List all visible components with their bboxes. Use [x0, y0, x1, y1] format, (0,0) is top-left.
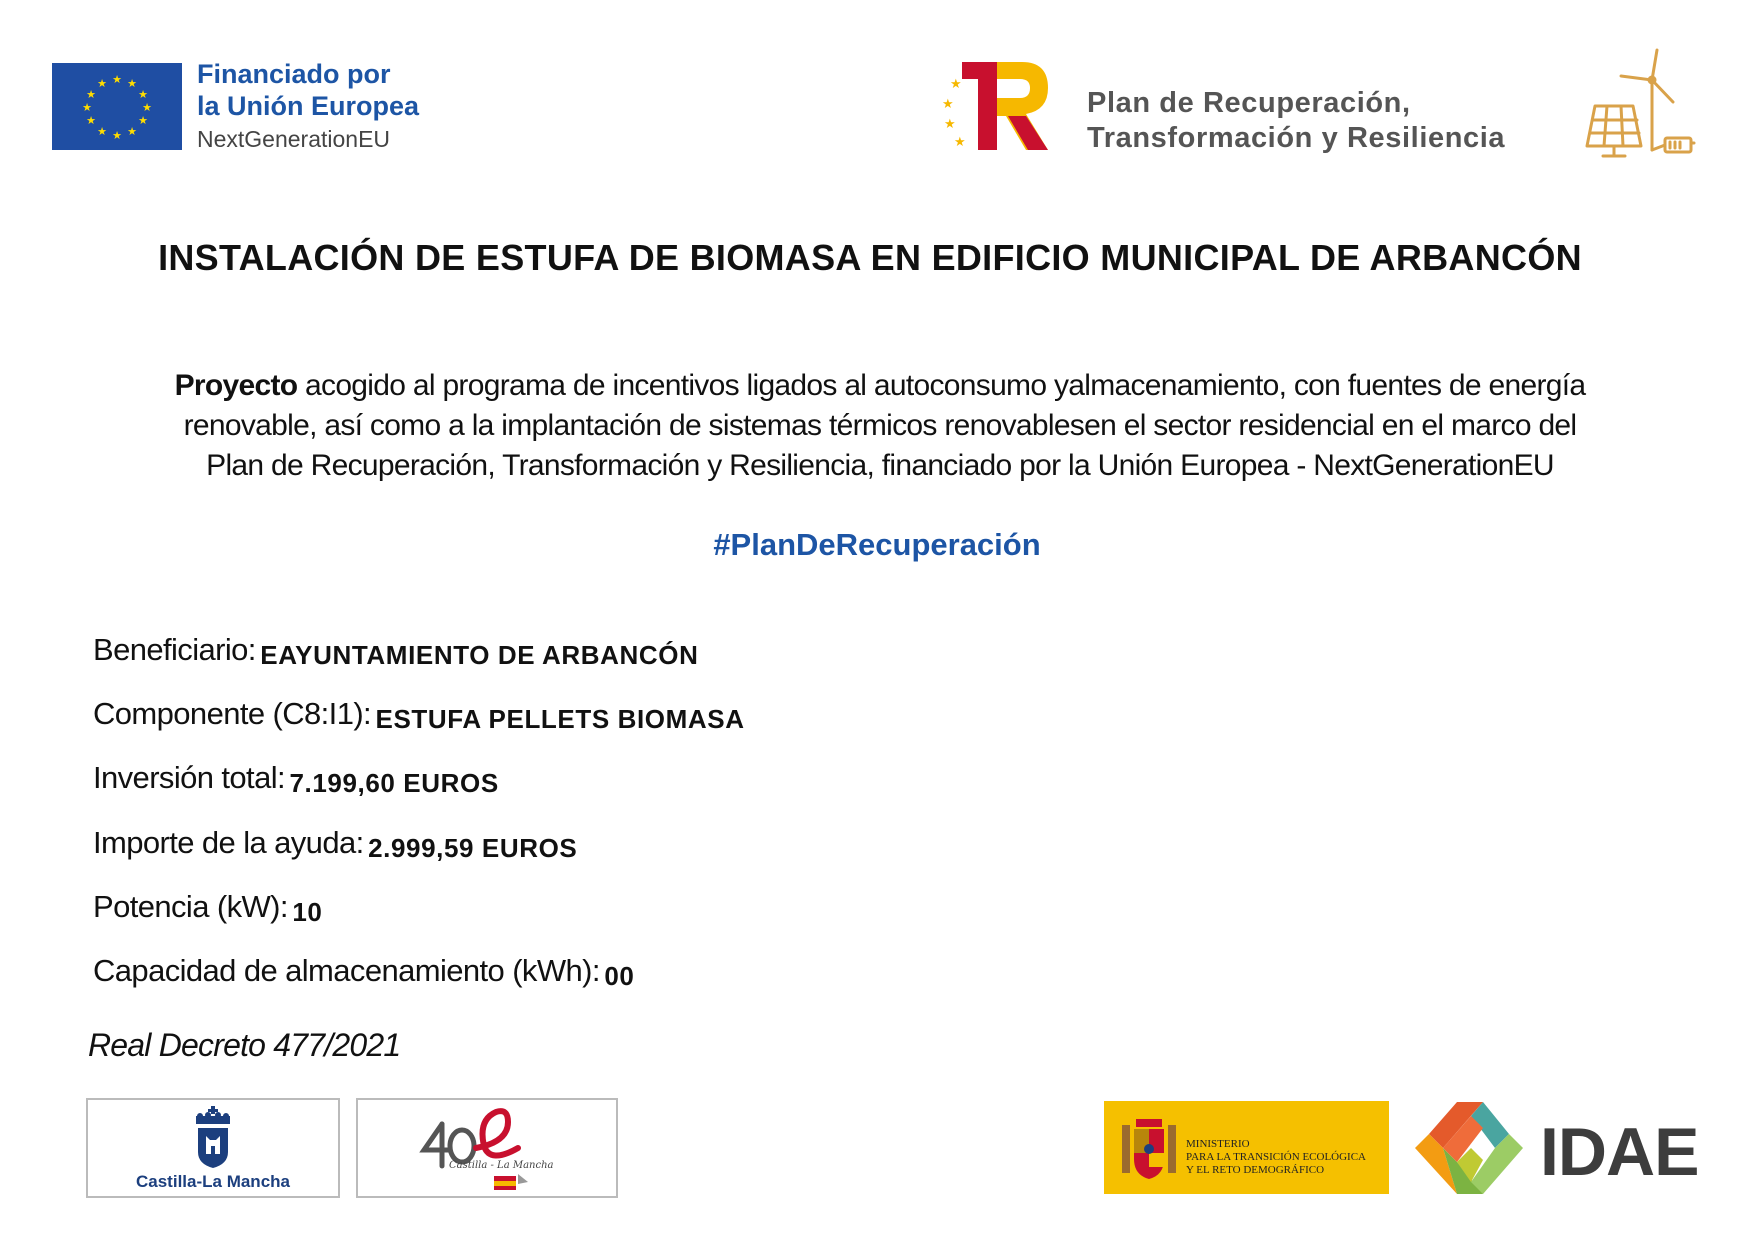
svg-text:★: ★ — [138, 114, 148, 127]
decree-reference: Real Decreto 477/2021 — [88, 1027, 401, 1063]
eu-flag-icon — [52, 63, 182, 150]
svg-text:★: ★ — [86, 88, 96, 101]
field-value: 2.999,59 EUROS — [368, 833, 578, 863]
wind-solar-energy-icon — [1585, 46, 1697, 162]
field-label: Beneficiario: — [93, 632, 256, 667]
svg-text:★: ★ — [82, 101, 92, 114]
field-label: Potencia (kW): — [93, 889, 288, 924]
ministerio-line3: Y EL RETO DEMOGRÁFICO — [1186, 1164, 1325, 1176]
svg-text:★: ★ — [112, 129, 122, 142]
description-line1 — [90, 366, 1670, 406]
svg-text:★: ★ — [112, 73, 122, 86]
field-label: Inversión total: — [93, 760, 286, 795]
jccm-crest-icon — [192, 1106, 234, 1170]
field-value: 7.199,60 EUROS — [289, 768, 499, 798]
ministerio-text — [1186, 1138, 1366, 1177]
field-value: 10 — [292, 897, 323, 927]
forty-caption: Castilla - La Mancha — [449, 1160, 554, 1171]
field-capacidad — [93, 953, 634, 992]
prtr-logo-icon — [940, 58, 1060, 158]
ministerio-logo — [1104, 1101, 1389, 1194]
ministerio-line2: PARA LA TRANSICIÓN ECOLÓGICA — [1186, 1151, 1366, 1163]
ministerio-line1: MINISTERIO — [1186, 1138, 1250, 1150]
prtr-line1: Plan de Recuperación, — [1087, 87, 1411, 119]
idae-mark-icon — [1413, 1100, 1525, 1196]
spain-coat-of-arms-icon — [1118, 1115, 1180, 1183]
page-title: INSTALACIÓN DE ESTUFA DE BIOMASA EN EDIFICIO MUNICIPAL DE ARBANCÓN — [158, 237, 1582, 278]
eu-funding-line3: NextGenerationEU — [197, 126, 391, 152]
field-potencia — [93, 889, 322, 928]
jccm-logo — [86, 1098, 340, 1198]
hashtag: #PlanDeRecuperación — [713, 527, 1041, 562]
svg-text:★: ★ — [142, 101, 152, 114]
description-line2: renovable, así como a la implantación de sistemas térmicos renovablesen el sector residencial en el marco del — [183, 409, 1577, 442]
project-description — [90, 366, 1670, 486]
svg-text:★: ★ — [97, 125, 107, 138]
jccm-name: Castilla-La Mancha — [136, 1172, 290, 1191]
field-label: Componente (C8:I1): — [93, 696, 372, 731]
field-label: Capacidad de almacenamiento (kWh): — [93, 953, 600, 988]
prtr-text — [1087, 86, 1505, 156]
eu-funding-text — [197, 58, 419, 156]
svg-text:★: ★ — [86, 114, 96, 127]
field-beneficiario — [93, 632, 699, 671]
idae-wordmark: IDAE — [1540, 1114, 1699, 1190]
description-line3: Plan de Recuperación, Transformación y Resiliencia, financiado por la Unión Europea - NextGenerationEU — [206, 449, 1554, 482]
svg-text:★: ★ — [950, 77, 962, 92]
field-label: Importe de la ayuda: — [93, 825, 364, 860]
field-inversion-total — [93, 760, 499, 799]
prtr-line2: Transformación y Resiliencia — [1087, 122, 1506, 154]
svg-text:★: ★ — [127, 125, 137, 138]
svg-text:★: ★ — [944, 117, 956, 132]
field-value: 00 — [604, 961, 635, 991]
svg-text:★: ★ — [97, 77, 107, 90]
field-value: ESTUFA PELLETS BIOMASA — [375, 704, 745, 734]
svg-text:★: ★ — [138, 88, 148, 101]
eu-funding-line1: Financiado por — [197, 59, 391, 89]
field-componente — [93, 696, 745, 735]
svg-text:★: ★ — [954, 135, 966, 150]
description-lead: Proyecto — [174, 369, 298, 402]
field-importe-ayuda — [93, 825, 577, 864]
description-line1-text: acogido al programa de incentivos ligados al autoconsumo yalmacenamiento, con fuentes de energía — [297, 369, 1586, 402]
svg-text:★: ★ — [127, 77, 137, 90]
svg-text:★: ★ — [942, 97, 954, 112]
field-value: EAYUNTAMIENTO DE ARBANCÓN — [260, 640, 699, 670]
forty-years-logo-icon — [356, 1098, 618, 1198]
eu-funding-line2: la Unión Europea — [197, 91, 420, 121]
